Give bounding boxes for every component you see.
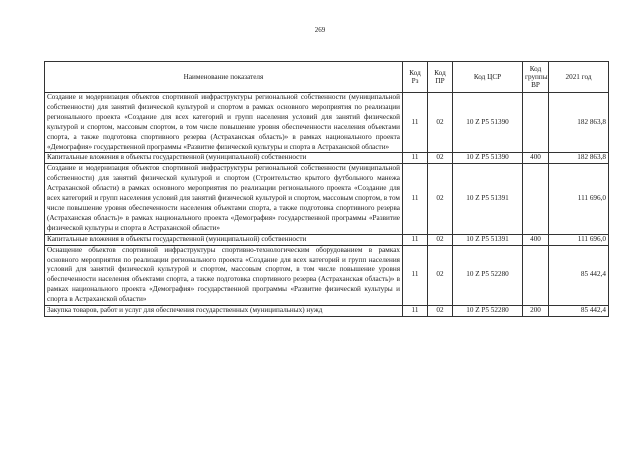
row-csr: 10 Z P5 51390	[453, 153, 523, 164]
row-vr: 200	[523, 306, 549, 317]
row-rz: 11	[403, 306, 428, 317]
row-csr: 10 Z P5 51390	[453, 93, 523, 153]
budget-table	[44, 61, 609, 317]
table-row	[45, 153, 609, 164]
row-rz: 11	[403, 245, 428, 305]
row-pr: 02	[428, 245, 453, 305]
row-pr: 02	[428, 164, 453, 234]
page-number: 269	[314, 26, 326, 34]
row-amount: 182 863,8	[549, 153, 609, 164]
table-row	[45, 93, 609, 153]
row-rz: 11	[403, 93, 428, 153]
table-row	[45, 234, 609, 245]
row-pr: 02	[428, 153, 453, 164]
row-rz: 11	[403, 153, 428, 164]
row-amount: 111 696,0	[549, 164, 609, 234]
row-csr: 10 Z P5 52280	[453, 306, 523, 317]
header-name: Наименование показателя	[45, 62, 403, 93]
row-name: Создание и модернизация объектов спортивной инфраструктуры региональной собственности (муниципальной собственности) для занятий физической культурой и спортом в рамках основного мероприятия по реализации регионального проекта «Создание для всех категорий и групп населения условий для занятий физической культурой и спортом, массовым спортом, в том числе повышение уровня обеспеченности населения объектами спорта, а также подготовка спортивного резерва (Астраханская область)» в рамках национального проекта «Демография» государственной программы «Развитие физической культуры и спорта в Астраханской области»	[45, 93, 403, 153]
row-name: Создание и модернизация объектов спортивной инфраструктуры региональной собственности (муниципальной собственности) для занятий физической культурой и спортом (Строительство крытого футбольного манежа Астраханской области) в рамках основного мероприятия по реализации регионального проекта «Создание для всех категорий и групп населения условий для занятий физической культурой и спортом, массовым спортом, в том числе повышение уровня обеспеченности населения объектами спорта, а также подготовка спортивного резерва (Астраханская область)» в рамках национального проекта «Демография» государственной программы «Развитие физической культуры и спорта в Астраханской области»	[45, 164, 403, 234]
header-csr: Код ЦСР	[453, 62, 523, 93]
table-row	[45, 245, 609, 305]
row-amount: 85 442,4	[549, 306, 609, 317]
header-vr: Код группы ВР	[523, 62, 549, 93]
row-rz: 11	[403, 164, 428, 234]
header-row	[45, 62, 609, 93]
row-vr: 400	[523, 234, 549, 245]
table-row	[45, 164, 609, 234]
row-amount: 111 696,0	[549, 234, 609, 245]
row-vr	[523, 245, 549, 305]
table-row	[45, 306, 609, 317]
header-year: 2021 год	[549, 62, 609, 93]
row-rz: 11	[403, 234, 428, 245]
row-name: Капитальные вложения в объекты государственной (муниципальной) собственности	[45, 234, 403, 245]
row-amount: 85 442,4	[549, 245, 609, 305]
row-pr: 02	[428, 93, 453, 153]
row-amount: 182 863,8	[549, 93, 609, 153]
header-pr: Код ПР	[428, 62, 453, 93]
row-vr	[523, 164, 549, 234]
row-vr: 400	[523, 153, 549, 164]
row-name: Оснащение объектов спортивной инфраструктуры спортивно-технологическим оборудованием в рамках основного мероприятия по реализации регионального проекта «Создание для всех категорий и групп населения условий для занятий физической культурой и спортом, массовым спортом, в том числе повышение уровня обеспеченности населения объектами спорта, а также подготовка спортивного резерва (Астраханская область)» в рамках национального проекта «Демография» государственной программы «Развитие физической культуры и спорта в Астраханской области»	[45, 245, 403, 305]
row-vr	[523, 93, 549, 153]
row-name: Закупка товаров, работ и услуг для обеспечения государственных (муниципальных) нужд	[45, 306, 403, 317]
row-pr: 02	[428, 234, 453, 245]
row-pr: 02	[428, 306, 453, 317]
row-csr: 10 Z P5 52280	[453, 245, 523, 305]
row-name: Капитальные вложения в объекты государственной (муниципальной) собственности	[45, 153, 403, 164]
header-rz: Код Рз	[403, 62, 428, 93]
row-csr: 10 Z P5 51391	[453, 234, 523, 245]
row-csr: 10 Z P5 51391	[453, 164, 523, 234]
